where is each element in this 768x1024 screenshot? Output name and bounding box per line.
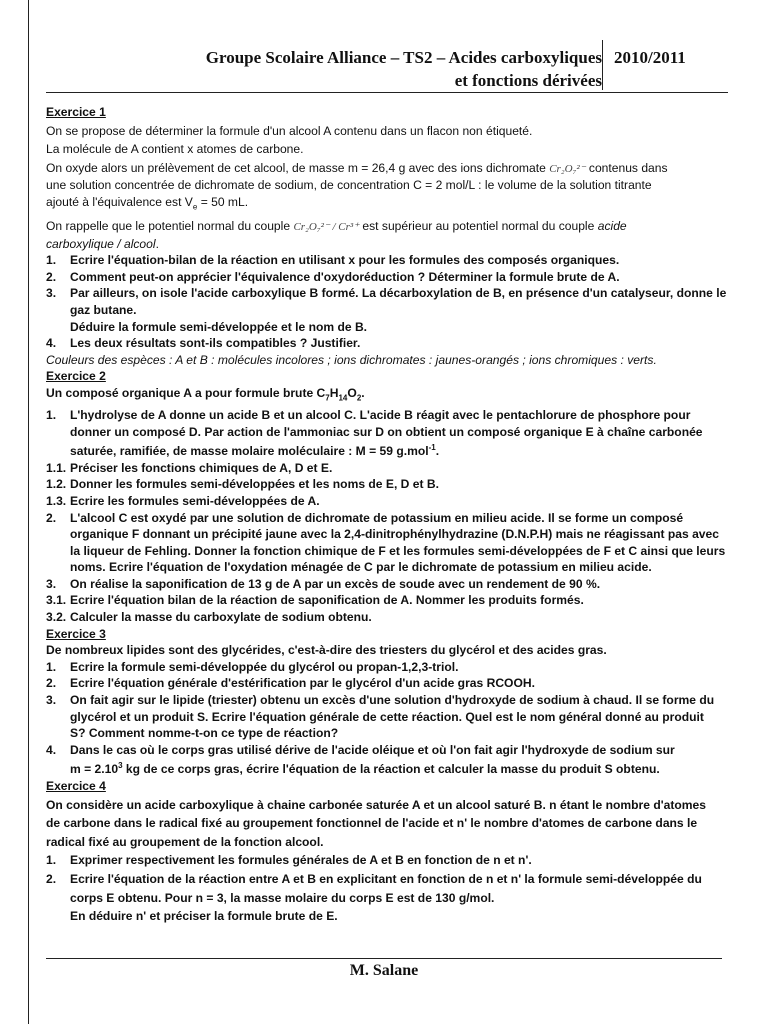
ex4-paragraph: radical fixé au groupement de la fonction alcool. bbox=[46, 834, 324, 849]
question-continuation: saturée, ramifiée, de masse molaire moléculaire : M = 59 g.mol$^{-1}$. bbox=[70, 443, 440, 459]
question-item: 2. L'alcool C est oxydé par une solution de dichromate de potassium en milieu acide. Il se forme un composé bbox=[46, 510, 684, 525]
dichromate-ion-formula: Cr₂O₇²⁻ bbox=[549, 162, 586, 175]
question-item: 4. Dans le cas où le corps gras utilisé dérive de l'acide oléique et où l'on fait agir l'hydroxyde de sodium sur bbox=[46, 742, 675, 757]
question-item: 2. Comment peut-on apprécier l'équivalence d'oxydoréduction ? Déterminer la formule brute de A. bbox=[46, 269, 620, 284]
subquestion-item: 1.1. Préciser les fonctions chimiques de A, D et E. bbox=[46, 460, 333, 475]
ex1-paragraph: On oxyde alors un prélèvement de cet alcool, de masse m = 26,4 g avec des ions dichromate Cr₂O₇²⁻ contenus dans bbox=[46, 160, 668, 175]
question-item: 3. On réalise la saponification de 13 g de A par un excès de soude avec un rendement de 90 %. bbox=[46, 576, 601, 591]
document-title bbox=[82, 46, 602, 92]
ex1-paragraph: On se propose de déterminer la formule d'un alcool A contenu dans un flacon non étiqueté. bbox=[46, 123, 533, 138]
question-continuation: glycérol et un produit S. Ecrire l'équation générale de cette réaction. Quel est le nom général donné au produit bbox=[70, 709, 704, 724]
question-item: 3. Par ailleurs, on isole l'acide carboxylique B formé. La décarboxylation de B, en présence d'un catalyseur, donne le bbox=[46, 286, 727, 301]
question-continuation: organique F donnant un précipité jaune avec la 2,4-dinitrophénylhydrazine (D.N.P.H) mais ne réagissant pas avec bbox=[70, 527, 719, 542]
subquestion-item: 3.2. Calculer la masse du carboxylate de sodium obtenu. bbox=[46, 610, 372, 625]
left-margin-rule bbox=[28, 0, 29, 1024]
question-continuation: $m = 2.10^3$ kg de ce corps gras, écrire l'équation de la réaction et calculer la masse du produit S obtenu. bbox=[70, 761, 660, 777]
question-continuation: Déduire la formule semi-développée et le nom de B. bbox=[70, 319, 368, 334]
ex1-paragraph: On rappelle que le potentiel normal du couple Cr₂O₇²⁻ / Cr³⁺ est supérieur au potentiel normal du couple acide bbox=[46, 218, 627, 233]
question-continuation: En déduire n' et préciser la formule brute de E. bbox=[70, 909, 338, 924]
question-item: 4. Les deux résultats sont-ils compatibles ? Justifier. bbox=[46, 336, 361, 351]
question-continuation: corps E obtenu. Pour n = 3, la masse molaire du corps E est de 130 g/mol. bbox=[70, 890, 495, 905]
subquestion-item: 1.2. Donner les formules semi-développées et les noms de E, D et B. bbox=[46, 477, 439, 492]
ex1-paragraph: La molécule de A contient x atomes de carbone. bbox=[46, 142, 304, 157]
species-colors-note: Couleurs des espèces : A et B : molécules incolores ; ions dichromates : jaunes-orangés ; ions chromiques : verts. bbox=[46, 352, 657, 367]
footer-rule bbox=[46, 958, 722, 959]
question-continuation: donner un composé D. Par action de l'ammoniac sur D on obtient un composé organique E à chaîne carbonée bbox=[70, 424, 703, 439]
subquestion-item: 1.3. Ecrire les formules semi-développées de A. bbox=[46, 493, 320, 508]
question-continuation: la liqueur de Fehling. Donner la fonction chimique de F et les formules semi-développées de F et C ainsi que leurs bbox=[70, 543, 726, 558]
question-item: 3. On fait agir sur le lipide (triester) obtenu un excès d'une solution d'hydroxyde de sodium à chaud. Il se forme du bbox=[46, 693, 715, 708]
document-body bbox=[46, 104, 728, 925]
question-continuation: noms. Ecrire l'équation de l'oxydation ménagée de C par le dichromate de potassium en milieu acide. bbox=[70, 560, 652, 575]
exercise-3-title: Exercice 3 bbox=[46, 626, 106, 641]
question-item: 2. Ecrire l'équation de la réaction entre A et B en explicitant en fonction de n et n' la formule semi-développée du bbox=[46, 872, 702, 886]
question-item: 1. L'hydrolyse de A donne un acide B et un alcool C. L'acide B réagit avec le pentachlorure de phosphore pour bbox=[46, 407, 691, 422]
exercise-4-title: Exercice 4 bbox=[46, 779, 106, 794]
page-header bbox=[46, 40, 728, 93]
title-line-2: et fonctions dérivées bbox=[454, 71, 602, 90]
question-item: 2. Ecrire l'équation générale d'estérification par le glycérol d'un acide gras RCOOH. bbox=[46, 676, 535, 691]
question-item: 1. Ecrire la formule semi-développée du glycérol ou propan-1,2,3-triol. bbox=[46, 659, 459, 674]
ex4-paragraph: On considère un acide carboxylique à chaine carbonée saturée A et un alcool saturé B. n étant le nombre d'atomes bbox=[46, 797, 706, 812]
question-continuation: S? Comment nomme-t-on ce type de réaction? bbox=[70, 726, 339, 741]
ex3-intro: De nombreux lipides sont des glycérides, c'est-à-dire des triesters du glycérol et des acides gras. bbox=[46, 643, 607, 658]
ex1-paragraph: carboxylique / alcool. bbox=[46, 236, 159, 251]
author-footer: M. Salane bbox=[349, 962, 419, 979]
subquestion-item: 3.1. Ecrire l'équation bilan de la réaction de saponification de A. Nommer les produits formés. bbox=[46, 593, 584, 608]
question-item: 1. Exprimer respectivement les formules générales de A et B en fonction de n et n'. bbox=[46, 853, 532, 868]
school-year: 2010/2011 bbox=[614, 48, 686, 67]
question-continuation: gaz butane. bbox=[70, 302, 137, 317]
title-line-1: Groupe Scolaire Alliance – TS2 – Acides carboxyliques bbox=[205, 48, 602, 67]
exercise-1-title: Exercice 1 bbox=[46, 105, 106, 119]
ex2-intro: Un composé organique A a pour formule brute $C_7H_{14}O_2$. bbox=[46, 385, 365, 403]
ex1-paragraph: une solution concentrée de dichromate de sodium, de concentration C = 2 mol/L : le volume de la solution titrante bbox=[46, 178, 652, 193]
ex1-paragraph: ajouté à l'équivalence est $V_e = 50$ mL. bbox=[46, 194, 249, 212]
redox-couple-formula: Cr₂O₇²⁻ / Cr³⁺ bbox=[293, 220, 360, 233]
exercise-2-title: Exercice 2 bbox=[46, 369, 106, 384]
header-separator bbox=[602, 40, 603, 90]
ex4-paragraph: de carbone dans le radical fixé au groupement fonctionnel de l'acide et n' le nombre d'atomes de carbone dans le bbox=[46, 816, 698, 831]
question-item: 1. Ecrire l'équation-bilan de la réaction en utilisant x pour les formules des composés organiques. bbox=[46, 253, 620, 268]
